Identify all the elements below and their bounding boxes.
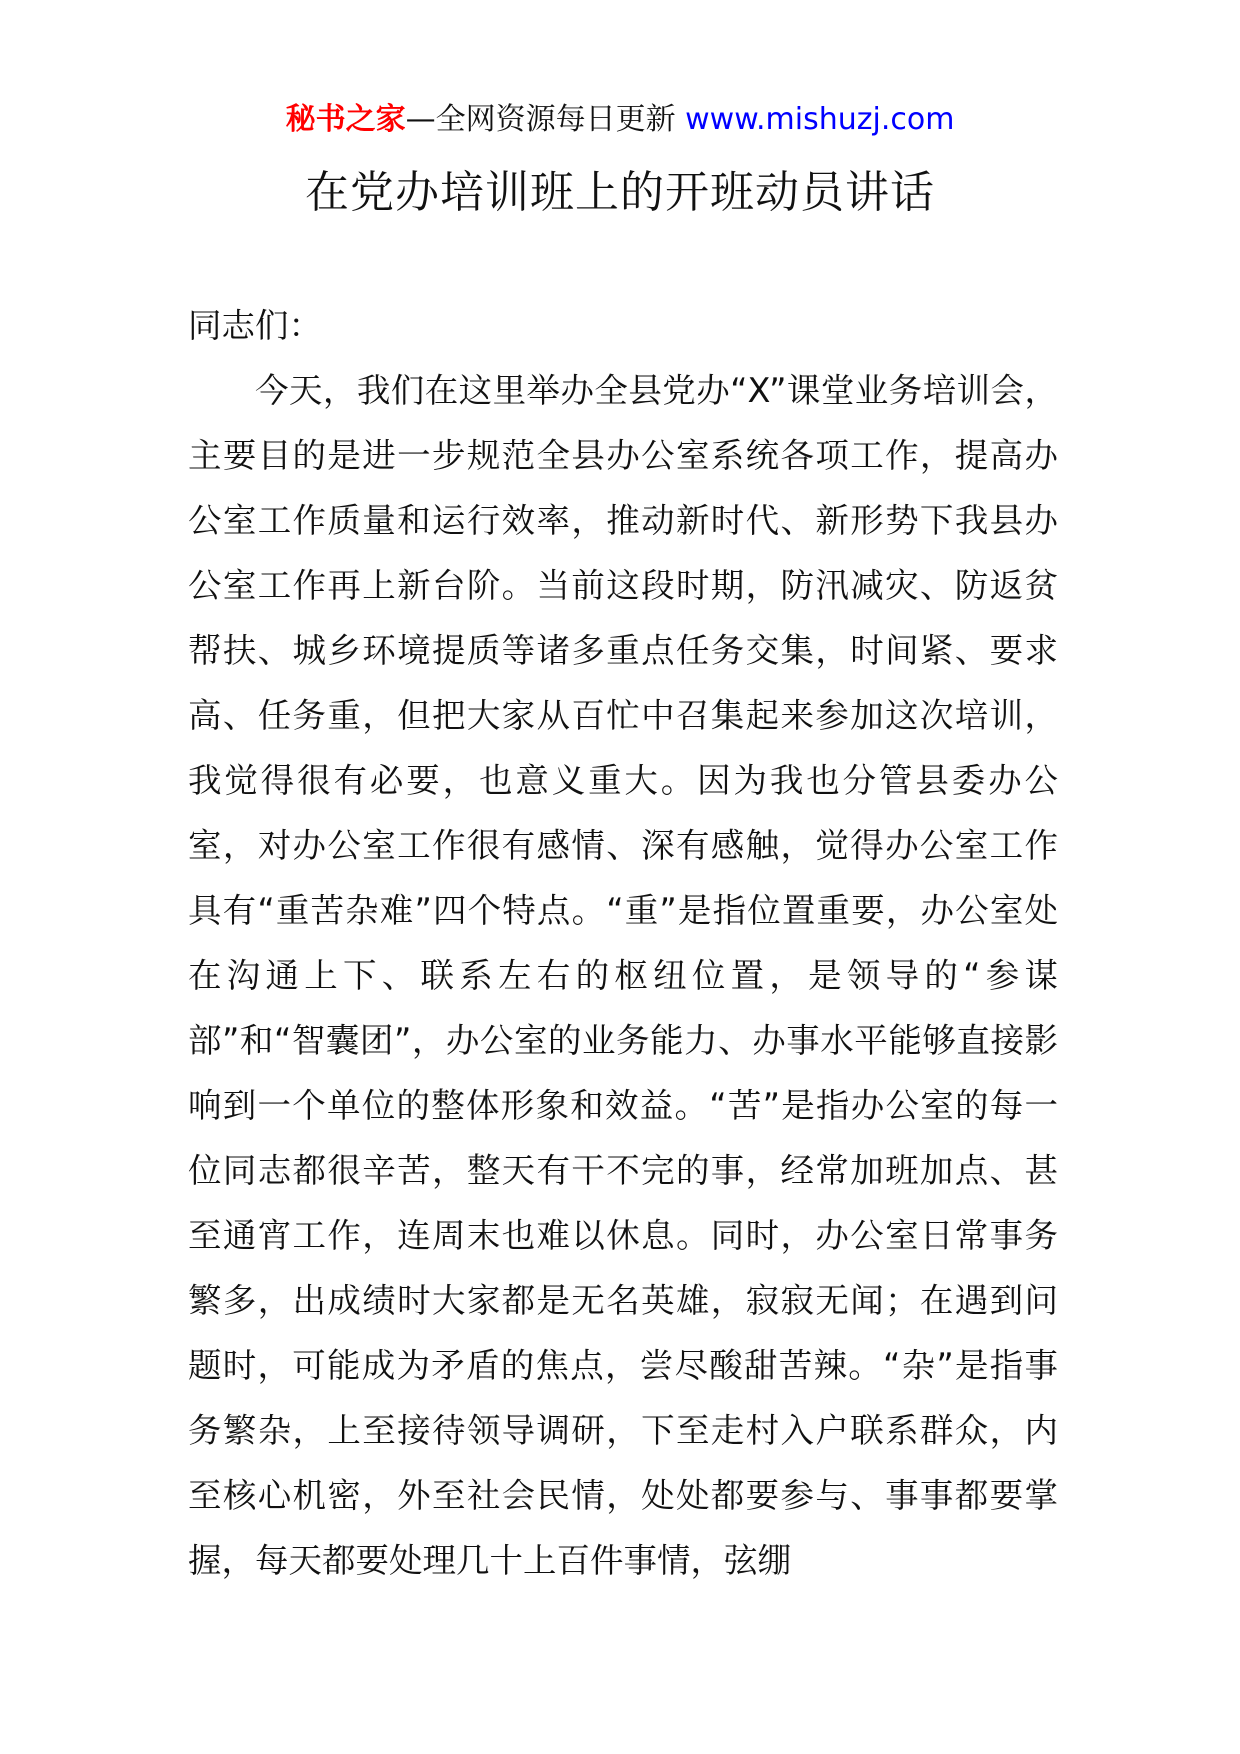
body-paragraph: 今天，我们在这里举办全县党办“X”课堂业务培训会，主要目的是进一步规范全县办公室系统各项工作，提高办公室工作质量和运行效率，推动新时代、新形势下我县办公室工作再上新台阶。当前这段时期，防汛减灾、防返贫帮扶、城乡环境提质等诸多重点任务交集，时间紧、要求高、任务重，但把大家从百忙中召集起来参加这次培训，我觉得很有必要，也意义重大。因为我也分管县委办公室，对办公室工作很有感情、深有感触，觉得办公室工作具有“重苦杂难”四个特点。“重”是指位置重要，办公室处在沟通上下、联系左右的枢纽位置，是领导的“参谋部”和“智囊团”，办公室的业务能力、办事水平能够直接影响到一个单位的整体形象和效益。“苦”是指办公室的每一位同志都很辛苦，整天有干不完的事，经常加班加点、甚至通宵工作，连周末也难以休息。同时，办公室日常事务繁多，出成绩时大家都是无名英雄，寂寂无闻；在遇到问题时，可能成为矛盾的焦点，尝尽酸甜苦辣。“杂”是指事务繁杂，上至接待领导调研，下至走村入户联系群众，内至核心机密，外至社会民情，处处都要参与、事事都要掌握，每天都要处理几十上百件事情，弦绷 bbox=[188, 371, 1058, 1580]
site-url-link[interactable]: www.mishuzj.com bbox=[685, 102, 955, 137]
site-tagline: —全网资源每日更新 bbox=[405, 102, 686, 137]
site-brand: 秘书之家 bbox=[285, 102, 406, 137]
salutation: 同志们： bbox=[188, 306, 322, 345]
document-title: 在党办培训班上的开班动员讲话 bbox=[305, 167, 935, 218]
document-body bbox=[188, 293, 1058, 1593]
site-header bbox=[0, 100, 1240, 140]
